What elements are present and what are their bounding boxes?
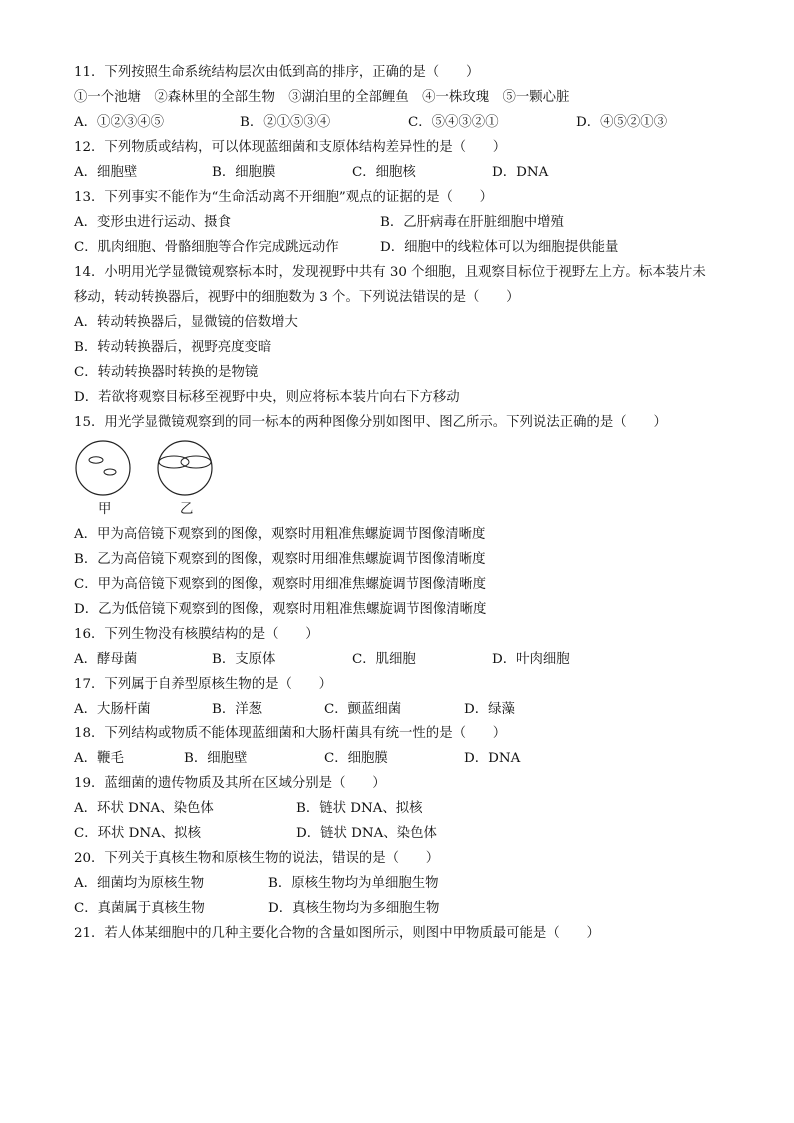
q13-option-b: B．乙肝病毒在肝脏细胞中增殖 [380, 215, 564, 230]
q14-stem-line1: 14．小明用光学显微镜观察标本时，发现视野中共有 30 个细胞，且观察目标位于视野左上方。标本装片未 [74, 265, 706, 280]
q11-items: ①一个池塘 ②森林里的全部生物 ③湖泊里的全部鲤鱼 ④一株玫瑰 ⑤一颗心脏 [74, 90, 570, 105]
q14-option-d: D．若欲将观察目标移至视野中央，则应将标本装片向右下方移动 [74, 390, 460, 405]
q15-stem: 15．用光学显微镜观察到的同一标本的两种图像分别如图甲、图乙所示。下列说法正确的是（ ） [74, 415, 667, 430]
figure-label-yi: 乙 [180, 502, 194, 517]
q17-option-c: C．颤蓝细菌 [324, 702, 402, 717]
q14-option-c: C．转动转换器时转换的是物镜 [74, 365, 259, 380]
q18-option-b: B．细胞壁 [184, 751, 248, 766]
q12-option-c: C．细胞核 [352, 165, 416, 180]
view-yi-image [158, 441, 212, 495]
q21-stem: 21．若人体某细胞中的几种主要化合物的含量如图所示，则图中甲物质最可能是（ ） [74, 926, 600, 941]
q12-option-d: D．DNA [492, 165, 549, 180]
q13-stem: 13．下列事实不能作为“生命活动离不开细胞”观点的证据的是（ ） [74, 190, 494, 205]
microscope-views-figure [72, 438, 232, 518]
q19-option-c: C．环状 DNA、拟核 [74, 826, 201, 841]
q20-option-b: B．原核生物均为单细胞生物 [268, 876, 439, 891]
q16-option-d: D．叶肉细胞 [492, 652, 570, 667]
q16-option-c: C．肌细胞 [352, 652, 416, 667]
q11-option-b: B．②①⑤③④ [240, 115, 331, 130]
q12-stem: 12．下列物质或结构，可以体现蓝细菌和支原体结构差异性的是（ ） [74, 140, 507, 155]
q17-stem: 17．下列属于自养型原核生物的是（ ） [74, 677, 333, 692]
q11-option-c: C．⑤④③②① [408, 115, 499, 130]
q20-option-c: C．真菌属于真核生物 [74, 901, 205, 916]
q15-option-a: A．甲为高倍镜下观察到的图像，观察时用粗准焦螺旋调节图像清晰度 [74, 527, 486, 542]
q15-option-c: C．甲为高倍镜下观察到的图像，观察时用细准焦螺旋调节图像清晰度 [74, 577, 486, 592]
q18-option-d: D．DNA [464, 751, 521, 766]
figure-label-jia: 甲 [98, 502, 112, 517]
q18-option-a: A．鞭毛 [74, 751, 124, 766]
q17-option-d: D．绿藻 [464, 702, 515, 717]
q19-option-b: B．链状 DNA、拟核 [296, 801, 423, 816]
q17-option-a: A．大肠杆菌 [74, 702, 151, 717]
q13-option-d: D．细胞中的线粒体可以为细胞提供能量 [380, 240, 619, 255]
q13-option-a: A．变形虫进行运动、摄食 [74, 215, 231, 230]
q12-option-a: A．细胞壁 [74, 165, 138, 180]
q11-option-a: A．①②③④⑤ [74, 115, 165, 130]
view-jia-image [76, 441, 130, 495]
q14-option-a: A．转动转换器后，显微镜的倍数增大 [74, 315, 298, 330]
q18-stem: 18．下列结构或物质不能体现蓝细菌和大肠杆菌具有统一性的是（ ） [74, 726, 507, 741]
q17-option-b: B．洋葱 [212, 702, 263, 717]
q16-option-a: A．酵母菌 [74, 652, 138, 667]
q16-stem: 16．下列生物没有核膜结构的是（ ） [74, 627, 319, 642]
q16-option-b: B．支原体 [212, 652, 276, 667]
q19-option-a: A．环状 DNA、染色体 [74, 801, 214, 816]
q14-option-b: B．转动转换器后，视野亮度变暗 [74, 340, 272, 355]
q19-stem: 19．蓝细菌的遗传物质及其所在区域分别是（ ） [74, 776, 386, 791]
q11-stem: 11．下列按照生命系统结构层次由低到高的排序，正确的是（ ） [74, 65, 480, 80]
q14-stem-line2: 移动，转动转换器后，视野中的细胞数为 3 个。下列说法错误的是（ ） [74, 290, 520, 305]
q20-stem: 20．下列关于真核生物和原核生物的说法，错误的是（ ） [74, 851, 440, 866]
q18-option-c: C．细胞膜 [324, 751, 388, 766]
q13-option-c: C．肌肉细胞、骨骼细胞等合作完成跳远动作 [74, 240, 339, 255]
q19-option-d: D．链状 DNA、染色体 [296, 826, 437, 841]
q20-option-a: A．细菌均为原核生物 [74, 876, 205, 891]
q15-option-d: D．乙为低倍镜下观察到的图像，观察时用粗准焦螺旋调节图像清晰度 [74, 602, 487, 617]
q12-option-b: B．细胞膜 [212, 165, 276, 180]
q15-option-b: B．乙为高倍镜下观察到的图像，观察时用细准焦螺旋调节图像清晰度 [74, 552, 486, 567]
q11-option-d: D．④⑤②①③ [576, 115, 668, 130]
q20-option-d: D．真核生物均为多细胞生物 [268, 901, 440, 916]
